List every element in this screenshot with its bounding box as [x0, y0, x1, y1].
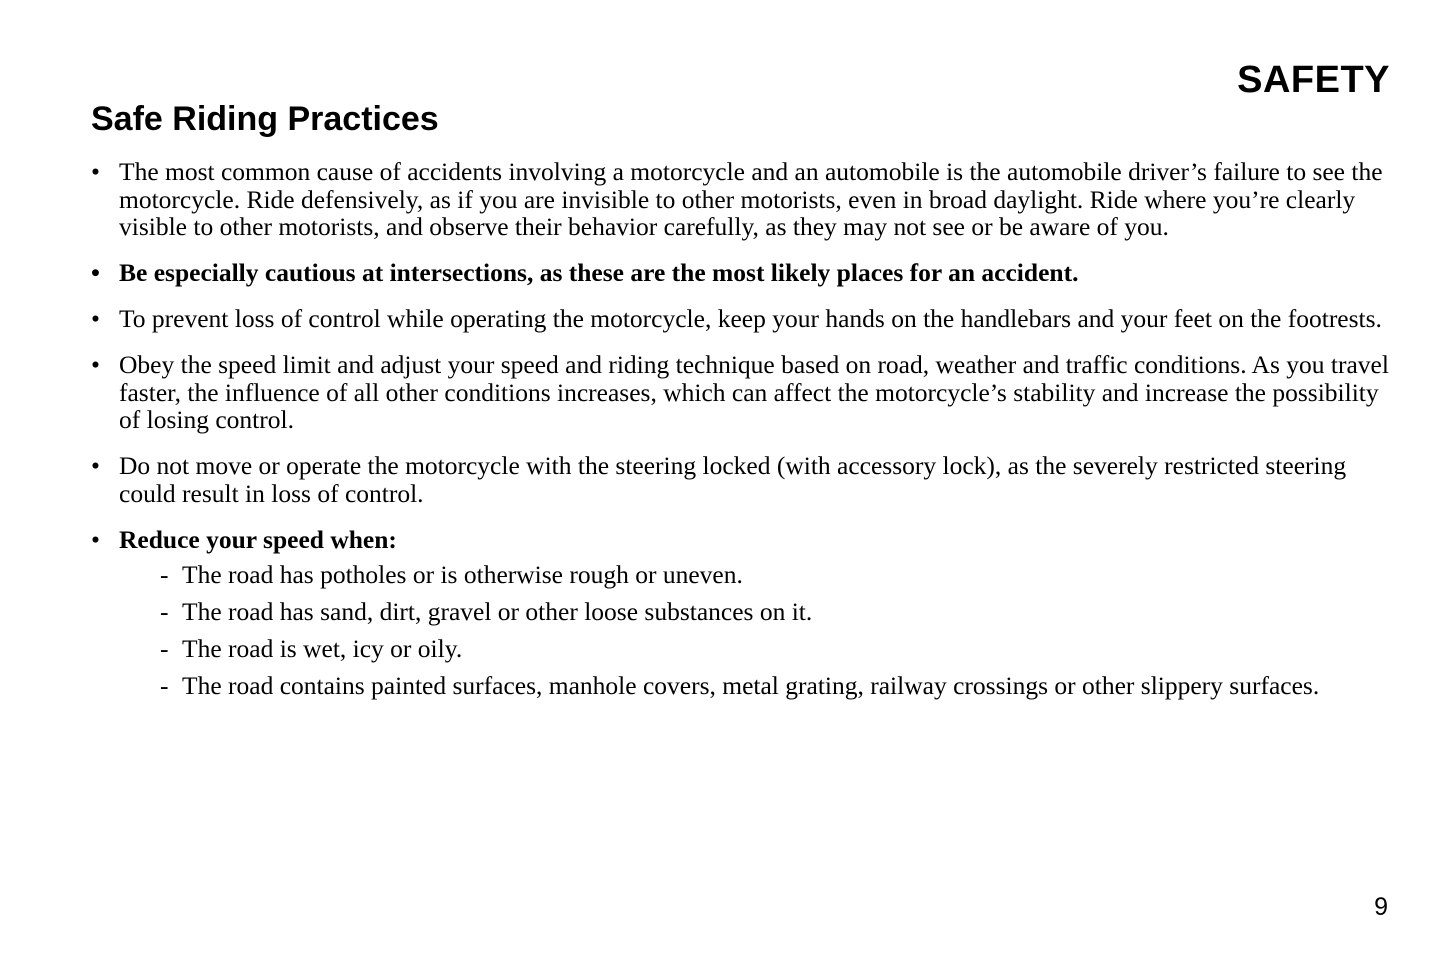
page-heading: Safe Riding Practices [91, 100, 439, 138]
sub-item-wet-icy [160, 635, 1396, 663]
dash-marker: - [160, 560, 169, 589]
bullet-marker: • [91, 524, 100, 554]
safety-bullet-list [91, 158, 1396, 718]
bullet-item-steering-lock [91, 452, 1396, 507]
bullet-item-reduce-speed [91, 526, 1396, 700]
bullet-text: The most common cause of accidents involving a motorcycle and an automobile is the automobile driver’s failure to see the motorcycle. Ride defensively, as if you are invisible to other motorists, even in broad daylight. Ride where you’re clearly visible to other motorists, and observe their behavior carefully, as they may not see or be aware of you. [119, 157, 1383, 241]
bullet-text: Do not move or operate the motorcycle with the steering locked (with accessory lock), as the severely restricted steering could result in loss of control. [119, 451, 1347, 508]
bullet-marker: • [91, 350, 100, 379]
bullet-marker: • [91, 157, 100, 186]
sub-item-text: The road has potholes or is otherwise rough or uneven. [182, 560, 743, 589]
bullet-marker: • [91, 451, 100, 480]
dash-marker: - [160, 671, 169, 700]
page-number: 9 [1374, 893, 1388, 921]
sub-item-potholes [160, 561, 1396, 589]
sub-item-text: The road is wet, icy or oily. [182, 634, 463, 663]
sub-item-text: The road has sand, dirt, gravel or other loose substances on it. [182, 597, 813, 626]
bullet-item-intersections [91, 259, 1396, 287]
bullet-item-control [91, 305, 1396, 333]
bullet-text: To prevent loss of control while operating the motorcycle, keep your hands on the handlebars and your feet on the footrests. [119, 304, 1382, 333]
bullet-text: Reduce your speed when: [119, 524, 397, 554]
bullet-text: Be especially cautious at intersections, as these are the most likely places for an accident. [119, 258, 1079, 287]
sub-item-text: The road contains painted surfaces, manhole covers, metal grating, railway crossings or other slippery surfaces. [182, 671, 1320, 700]
dash-marker: - [160, 634, 169, 663]
section-title: SAFETY [1237, 59, 1390, 101]
bullet-marker: • [91, 304, 100, 333]
bullet-marker: • [91, 258, 100, 287]
bullet-item-speed-limit [91, 351, 1396, 434]
sub-item-slippery-surfaces [160, 672, 1396, 700]
sub-item-loose-substances [160, 598, 1396, 626]
dash-marker: - [160, 597, 169, 626]
bullet-text: Obey the speed limit and adjust your speed and riding technique based on road, weather and traffic conditions. As you travel faster, the influence of all other conditions increases, which can affect the motorcycle’s stability and increase the possibility of losing control. [119, 350, 1389, 434]
reduce-speed-sublist [119, 561, 1396, 700]
bullet-item-visibility [91, 158, 1396, 241]
